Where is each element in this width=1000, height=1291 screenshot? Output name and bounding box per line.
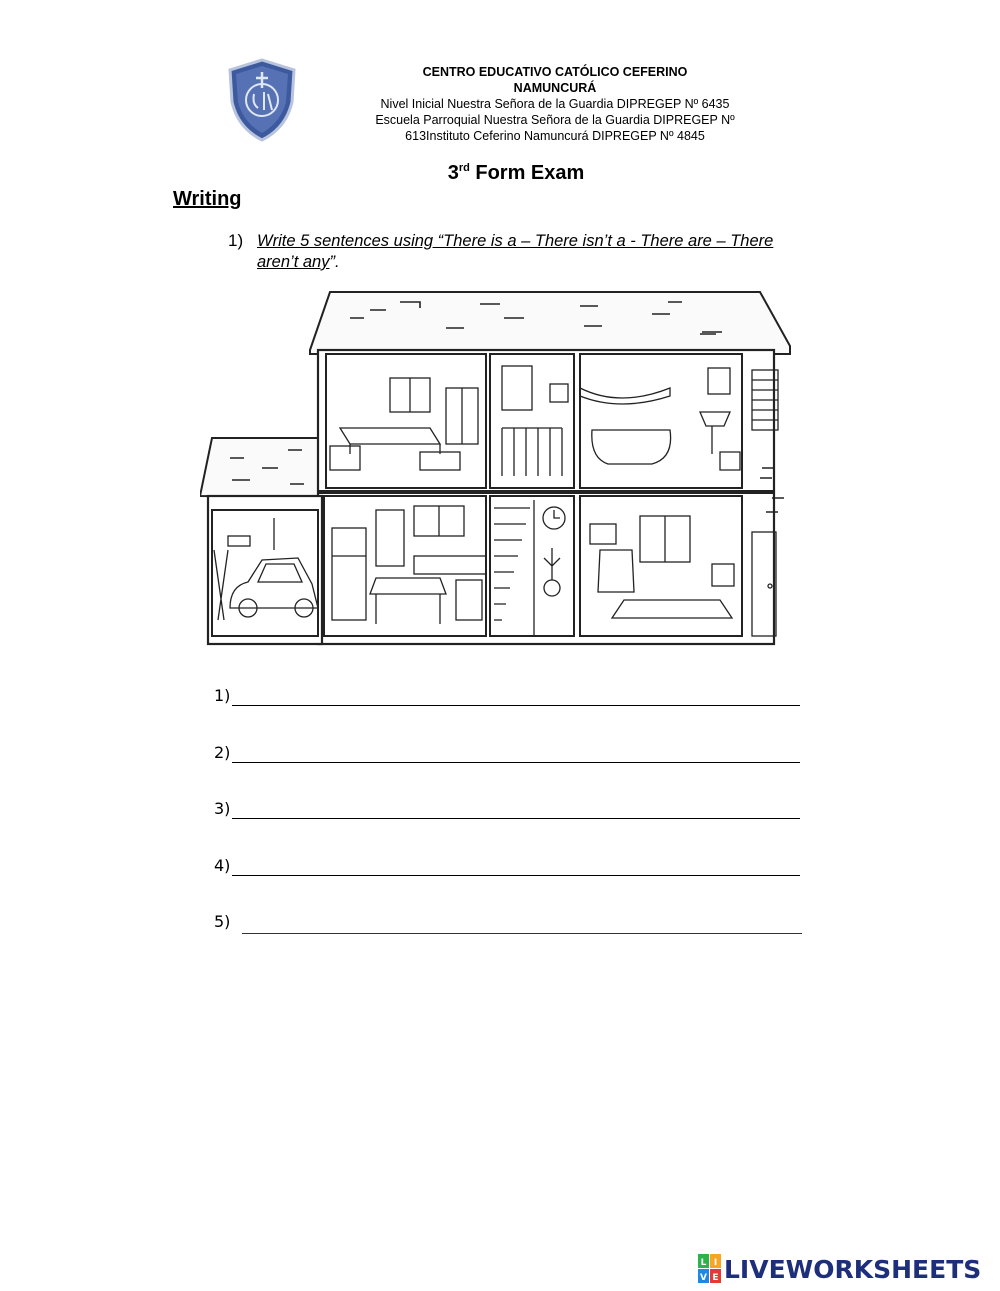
answer-number-1: 1) [214,686,231,705]
header-line4: Escuela Parroquial Nuestra Señora de la Guardia DIPREGEP Nº [375,113,735,127]
answer-rule-2 [232,762,794,763]
answer-number-4: 4) [214,856,231,875]
answer-number-5: 5) [214,912,231,931]
school-name-line1: CENTRO EDUCATIVO CATÓLICO CEFERINO [422,65,688,79]
title-superscript: rd [458,162,470,174]
answer-rule-tail-3 [794,818,800,819]
answer-line-4[interactable] [214,856,814,878]
brand-name: LIVEWORKSHEETS [724,1254,982,1284]
answer-line-1[interactable] [214,686,814,708]
answer-rule-tail-1 [794,705,800,706]
answer-rule-tail-2 [794,762,800,763]
header-line5: 613Instituto Ceferino Namuncurá DIPREGEP Nº 4845 [405,129,705,143]
answer-number-3: 3) [214,799,231,818]
section-heading: Writing [173,188,242,210]
question-text: Write 5 sentences using “There is a – There isn’t a - There are – There aren’t any [257,232,774,271]
school-name-line2: NAMUNCURÁ [513,81,597,95]
answer-number-2: 2) [214,743,231,762]
liveworksheets-brand [698,1252,981,1286]
answer-rule-4 [232,875,794,876]
question-instruction [257,231,797,273]
title-prefix: 3 [447,162,459,184]
brand-icon-letter-l: L [700,1258,707,1268]
brand-icon-letter-e: E [712,1273,719,1283]
answer-line-3[interactable] [214,799,814,821]
house-illustration [200,288,792,646]
title-rest: Form Exam [469,162,585,184]
answer-line-5[interactable] [214,912,814,934]
brand-icon-letter-v: V [700,1273,707,1283]
exam-title [340,162,692,185]
answer-line-2[interactable] [214,743,814,765]
header-line3: Nivel Inicial Nuestra Señora de la Guardia DIPREGEP Nº 6435 [380,97,730,111]
answer-rule-3 [232,818,794,819]
brand-icon-letter-i: I [713,1258,718,1268]
answer-rule-5 [242,933,802,934]
liveworksheets-icon [698,1254,722,1284]
school-crest-logo [226,58,298,142]
answer-rule-tail-4 [794,875,800,876]
question-number: 1) [228,231,244,250]
question-text-end: ”. [329,253,340,271]
answer-rule-1 [232,705,794,706]
